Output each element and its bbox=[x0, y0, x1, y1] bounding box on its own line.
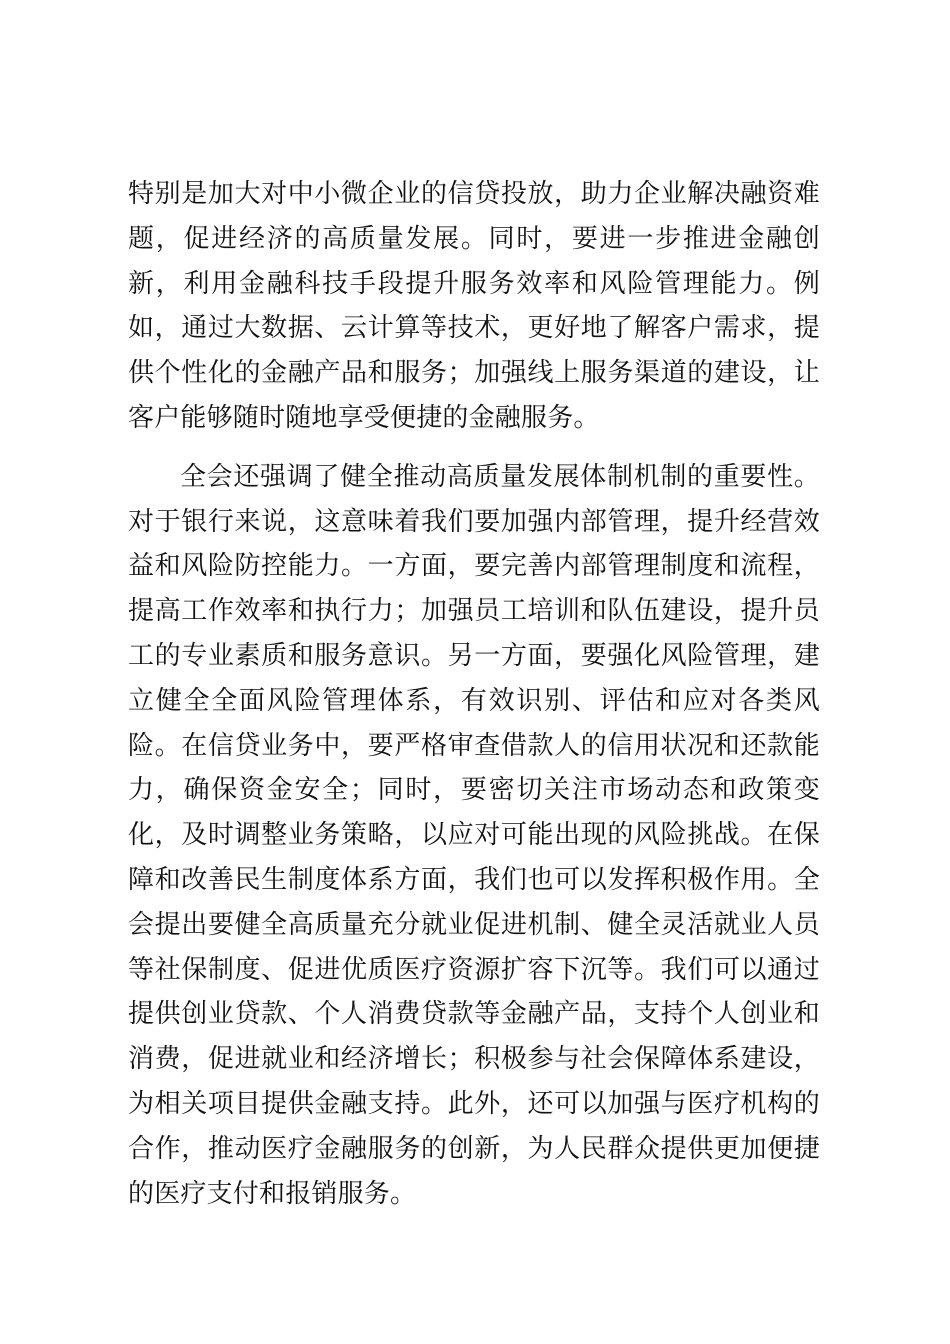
document-body bbox=[128, 172, 820, 1216]
paragraph-plenary-emphasis: 全会还强调了健全推动高质量发展体制机制的重要性。对于银行来说，这意味着我们要加强内部管理，提升经营效益和风险防控能力。一方面，要完善内部管理制度和流程，提高工作效率和执行力；加强员工培训和队伍建设，提升员工的专业素质和服务意识。另一方面，要强化风险管理，建立健全全面风险管理体系，有效识别、评估和应对各类风险。在信贷业务中，要严格审查借款人的信用状况和还款能力，确保资金安全；同时，要密切关注市场动态和政策变化，及时调整业务策略，以应对可能出现的风险挑战。在保障和改善民生制度体系方面，我们也可以发挥积极作用。全会提出要健全高质量充分就业促进机制、健全灵活就业人员等社保制度、促进优质医疗资源扩容下沉等。我们可以通过提供创业贷款、个人消费贷款等金融产品，支持个人创业和消费，促进就业和经济增长；积极参与社会保障体系建设，为相关项目提供金融支持。此外，还可以加强与医疗机构的合作，推动医疗金融服务的创新，为人民群众提供更加便捷的医疗支付和报销服务。 bbox=[128, 461, 820, 1209]
paragraph-continuation: 特别是加大对中小微企业的信贷投放，助力企业解决融资难题，促进经济的高质量发展。同时，要进一步推进金融创新，利用金融科技手段提升服务效率和风险管理能力。例如，通过大数据、云计算等技术，更好地了解客户需求，提供个性化的金融产品和服务；加强线上服务渠道的建设，让客户能够随时随地享受便捷的金融服务。 bbox=[128, 179, 820, 433]
